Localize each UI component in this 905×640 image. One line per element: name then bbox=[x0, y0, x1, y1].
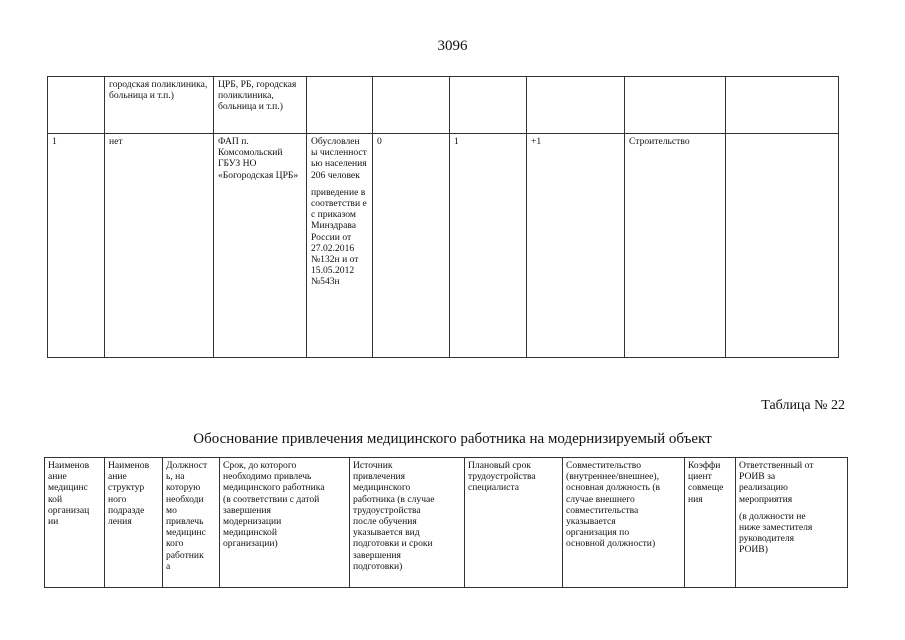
table-cell bbox=[450, 77, 527, 134]
header-cell-planned-date: Плановый срок трудоустройства специалиста bbox=[465, 458, 563, 588]
header-cell-deadline: Срок, до которого необходимо привлечь медицинского работника (в соответствии с датой завершения модернизации медицинской организации) bbox=[220, 458, 350, 588]
table-cell: городская поликлиника, больница и т.п.) bbox=[105, 77, 214, 134]
table-cell bbox=[726, 77, 839, 134]
organization-cell: ФАП п. Комсомольский ГБУЗ НО «Богородская ЦРБ» bbox=[214, 134, 307, 358]
justification-text-1: Обусловлен ы численност ью населения 206 человек bbox=[311, 136, 367, 181]
table-row bbox=[48, 134, 839, 358]
header-cell-unit-name: Наименов ание структур ного подразде ления bbox=[105, 458, 163, 588]
worker-justification-table bbox=[44, 457, 848, 588]
table-cell bbox=[48, 77, 105, 134]
table-row bbox=[48, 77, 839, 134]
justification-cell bbox=[307, 134, 373, 358]
row-number: 1 bbox=[48, 134, 105, 358]
header-cell-position: Должност ь, на которую необходи мо привлечь медицинс кого работник а bbox=[163, 458, 220, 588]
table-cell bbox=[307, 77, 373, 134]
header-cell-source: Источник привлечения медицинского работника (в случае трудоустройства после обучения указывается вид подготовки и сроки завершения подготовки) bbox=[350, 458, 465, 588]
header-cell-responsible: Ответственный от РОИВ за реализацию мероприятия (в должности не ниже заместителя руководителя РОИВ) bbox=[736, 458, 848, 588]
header-cell-coefficient: Коэффи циент совмеще ния bbox=[685, 458, 736, 588]
table-cell: +1 bbox=[527, 134, 625, 358]
table-cell: Строительство bbox=[625, 134, 726, 358]
table-cell: 0 bbox=[373, 134, 450, 358]
justification-text-2: приведение в соответстви е с приказом Минздрава России от 27.02.2016 №132н и от 15.05.2012 №543н bbox=[311, 186, 367, 288]
header-cell-combination: Совместительство (внутреннее/внешнее), основная должность (в случае внешнего совместительства указывается организация по основной должности) bbox=[563, 458, 685, 588]
page-number: 3096 bbox=[437, 38, 468, 54]
table-label: Таблица № 22 bbox=[761, 398, 845, 413]
presence-cell: нет bbox=[105, 134, 214, 358]
table-cell bbox=[625, 77, 726, 134]
table-cell bbox=[527, 77, 625, 134]
header-cell-org-name: Наименов ание медицинс кой организац ии bbox=[45, 458, 105, 588]
header-row bbox=[45, 458, 848, 588]
table-cell bbox=[726, 134, 839, 358]
table-cell bbox=[373, 77, 450, 134]
table-title: Обоснование привлечения медицинского работника на модернизируемый объект bbox=[193, 431, 712, 447]
table-cell: ЦРБ, РБ, городская поликлиника, больница и т.п.) bbox=[214, 77, 307, 134]
table-cell: 1 bbox=[450, 134, 527, 358]
organization-table bbox=[47, 76, 839, 358]
